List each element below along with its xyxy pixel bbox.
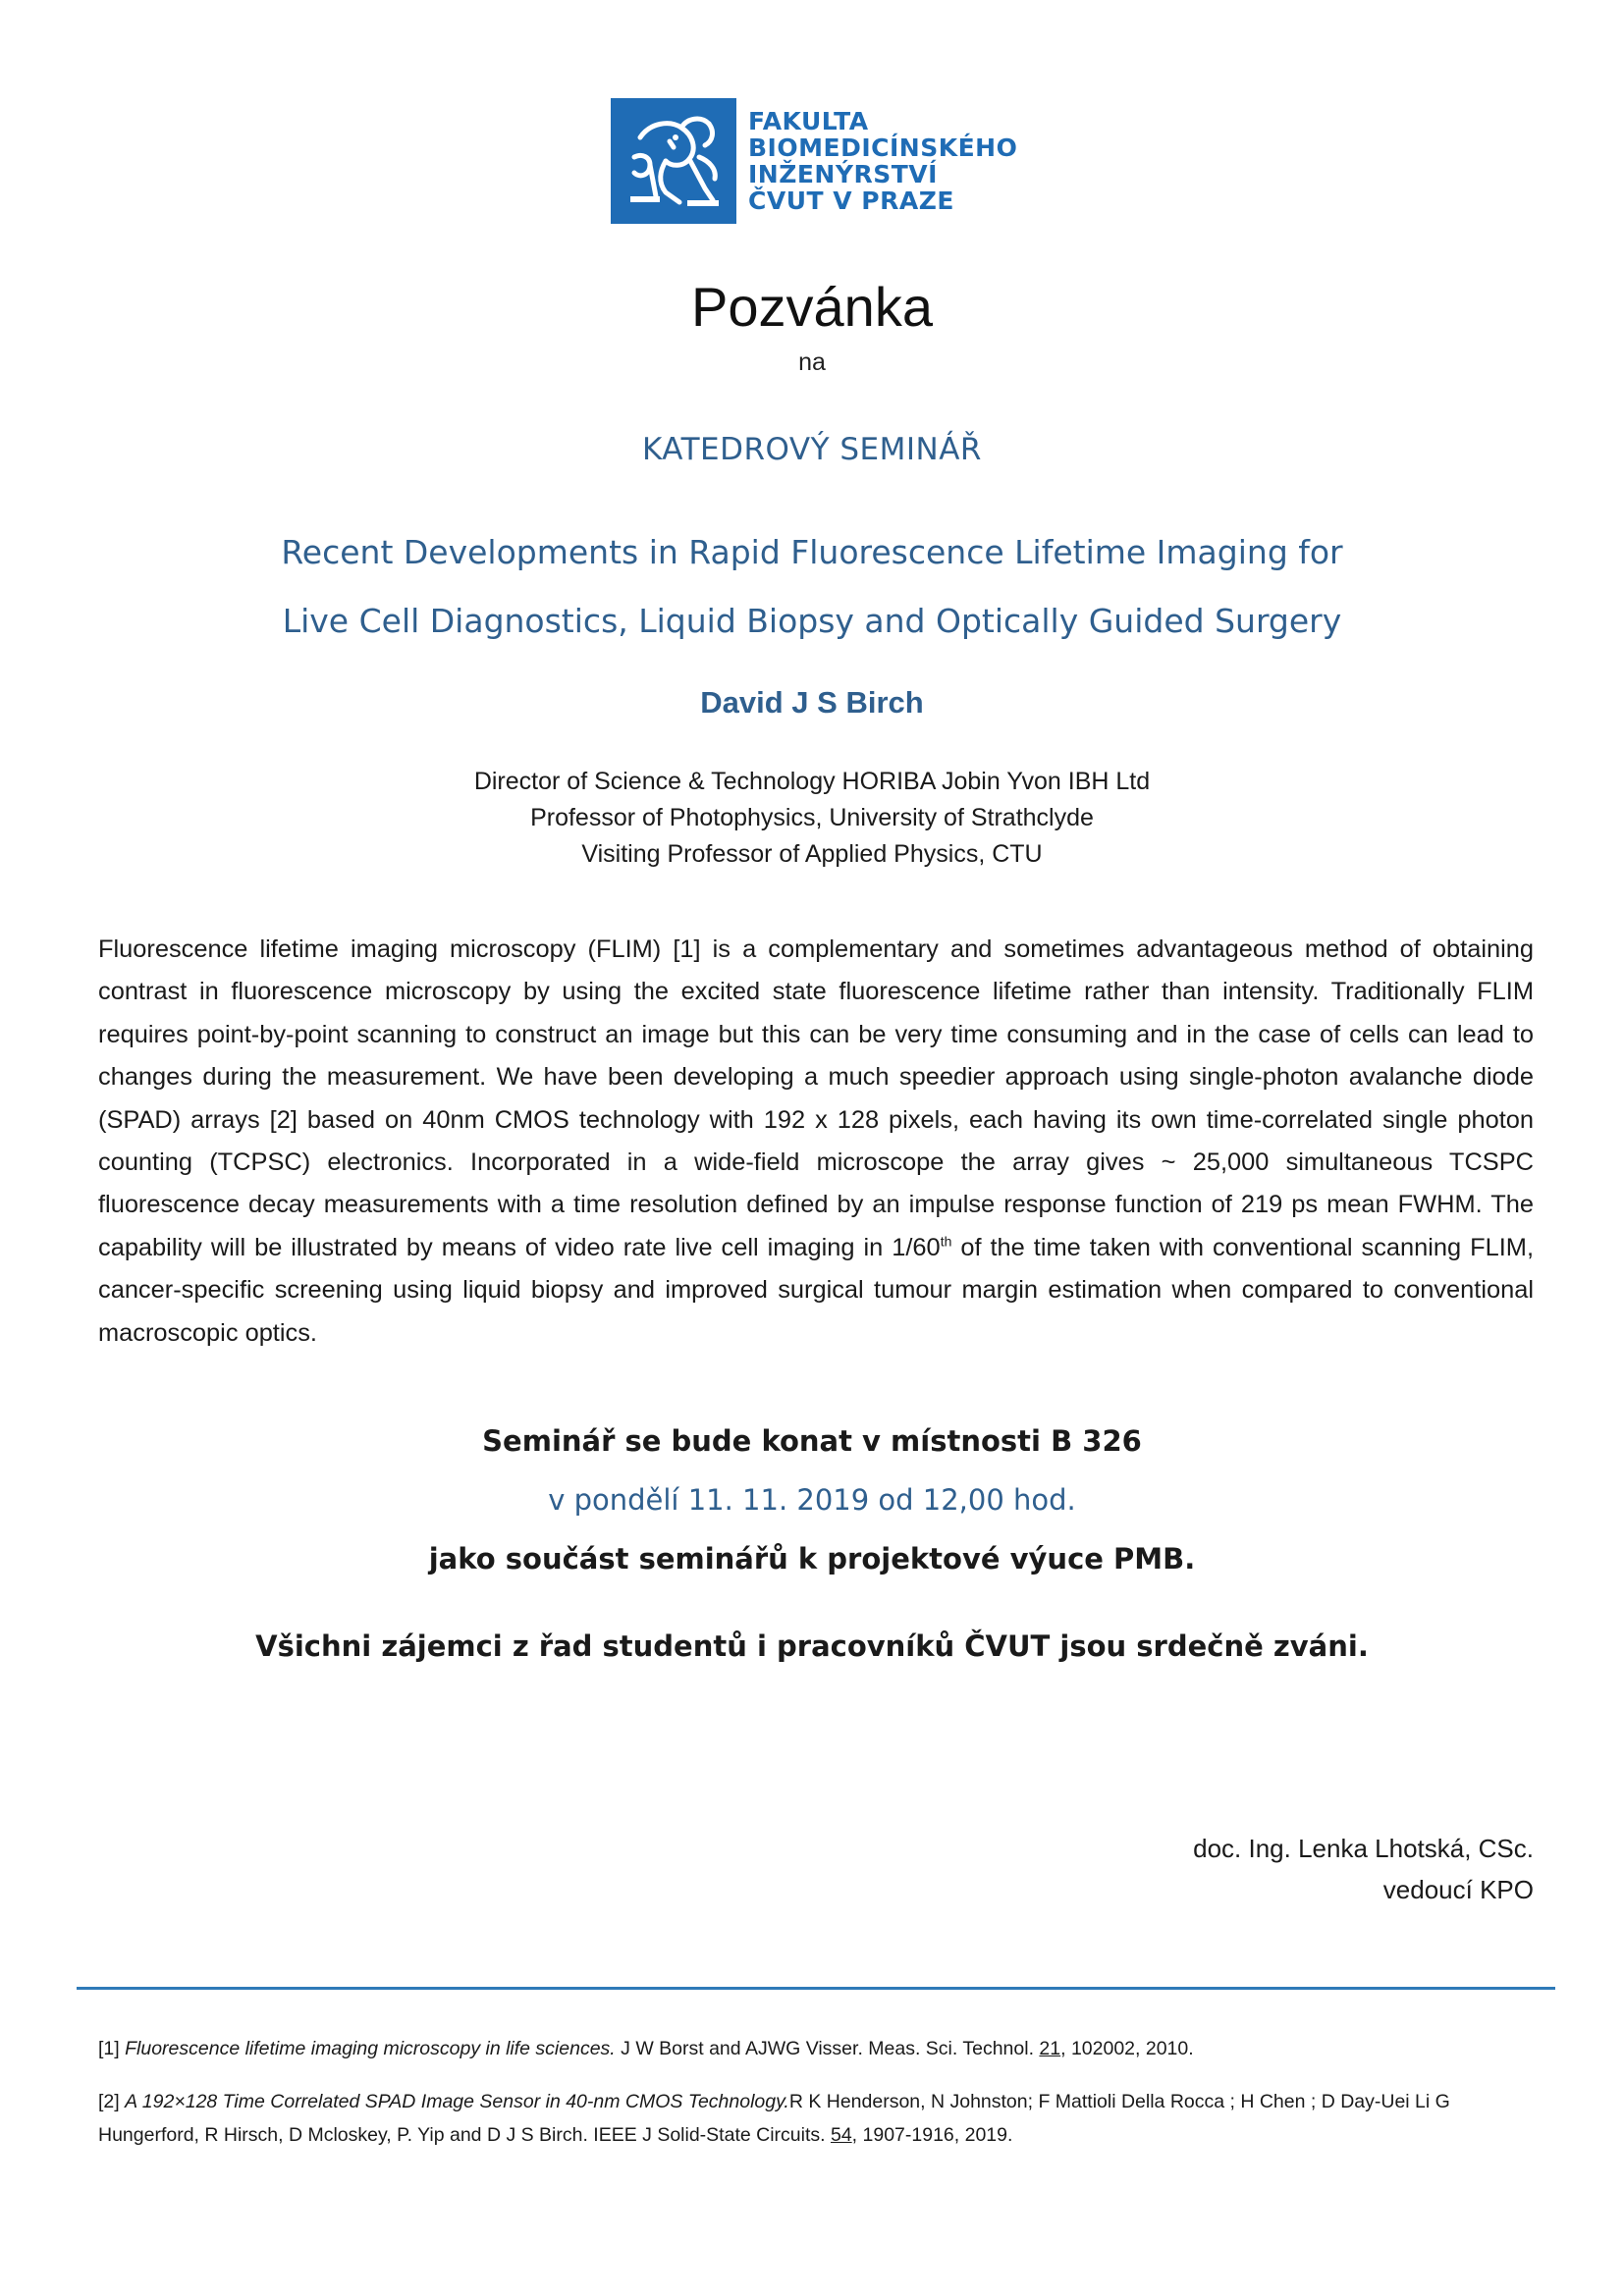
page-subtitle: na <box>798 348 826 376</box>
speaker-affiliations <box>0 764 1624 873</box>
reference-volume: 21 <box>1039 2038 1061 2059</box>
invitation-line: Všichni zájemci z řad studentů i pracovníků ČVUT jsou srdečně zváni. <box>255 1629 1369 1663</box>
affiliation-line: Visiting Professor of Applied Physics, CTU <box>581 840 1043 868</box>
venue-room: Seminář se bude konat v místnosti B 326 <box>482 1424 1142 1458</box>
speaker-name: David J S Birch <box>700 685 924 720</box>
reference-item <box>98 2085 1534 2152</box>
logo-line: BIOMEDICÍNSKÉHO <box>748 133 1018 162</box>
logo-line: INŽENÝRSTVÍ <box>748 160 938 188</box>
signature-role: vedoucí KPO <box>1382 1875 1534 1904</box>
signature-name: doc. Ing. Lenka Lhotská, CSc. <box>1193 1834 1534 1863</box>
venue-date: v pondělí 11. 11. 2019 od 12,00 hod. <box>548 1483 1076 1517</box>
talk-title <box>0 518 1624 656</box>
reference-rest: , 1907-1916, 2019. <box>851 2124 1013 2146</box>
reference-number: [2] <box>98 2091 126 2112</box>
footer-divider <box>77 1987 1555 1990</box>
reference-authors: J W Borst and AJWG Visser. Meas. Sci. Technol. <box>615 2038 1040 2059</box>
abstract-text: of the time taken with conventional scanning FLIM, cancer-specific screening using liquid biopsy and improved surgical tumour margin estimation when compared to conventional macroscopic optics. <box>98 1233 1535 1347</box>
lion-emblem-icon <box>611 98 736 224</box>
abstract-superscript: th <box>940 1233 952 1250</box>
logo-line: ČVUT V PRAZE <box>748 187 954 215</box>
reference-title: Fluorescence lifetime imaging microscopy in life sciences. <box>125 2038 616 2059</box>
references <box>98 2032 1534 2171</box>
faculty-name <box>748 108 1017 214</box>
talk-title-line: Live Cell Diagnostics, Liquid Biopsy and Optically Guided Surgery <box>282 602 1342 640</box>
abstract-text: Fluorescence lifetime imaging microscopy (FLIM) [1] is a complementary and sometimes advantageous method of obtaining contrast in fluorescence microscopy by using the excited state fluorescence lifetime rather than intensity. Traditionally FLIM requires point-by-point scanning to construct an image but this can be very time consuming and in the case of cells can lead to changes during the measurement. We have been developing a much speedier approach using single-photon avalanche diode (SPAD) arrays [2] based on 40nm CMOS technology with 192 x 128 pixels, each having its own time-correlated single photon counting (TCPSC) electronics. Incorporated in a wide-field microscope the array gives ~ 25,000 simultaneous TCSPC fluorescence decay measurements with a time resolution defined by an impulse response function of 219 ps mean FWHM. The capability will be illustrated by means of video rate live cell imaging in 1/60 <box>98 935 1534 1261</box>
affiliation-line: Director of Science & Technology HORIBA Jobin Yvon IBH Ltd <box>473 768 1151 795</box>
reference-item <box>98 2032 1534 2065</box>
reference-number: [1] <box>98 2038 126 2059</box>
venue-context: jako součást seminářů k projektové výuce PMB. <box>428 1542 1196 1575</box>
reference-title: A 192×128 Time Correlated SPAD Image Sensor in 40-nm CMOS Technology. <box>125 2091 789 2112</box>
faculty-logo <box>611 98 1017 224</box>
venue-info <box>0 1412 1624 1588</box>
seminar-type-heading: KATEDROVÝ SEMINÁŘ <box>642 432 982 467</box>
affiliation-line: Professor of Photophysics, University of Strathclyde <box>530 804 1094 831</box>
reference-rest: , 102002, 2010. <box>1060 2038 1194 2059</box>
abstract-paragraph <box>98 929 1534 1355</box>
reference-volume: 54 <box>830 2124 852 2146</box>
logo-line: FAKULTA <box>748 107 869 135</box>
talk-title-line: Recent Developments in Rapid Fluorescence Lifetime Imaging for <box>281 533 1343 571</box>
page-title: Pozvánka <box>691 276 933 338</box>
signature-block <box>1193 1828 1534 1910</box>
reference-authors: R K Henderson, N Johnston; F Mattioli Della Rocca ; H Chen ; D Day-Uei Li G Hungerford, R Hirsch, D Mcloskey, P. Yip and D J S Birch. IEEE J Solid-State Circuits. <box>98 2091 1450 2146</box>
